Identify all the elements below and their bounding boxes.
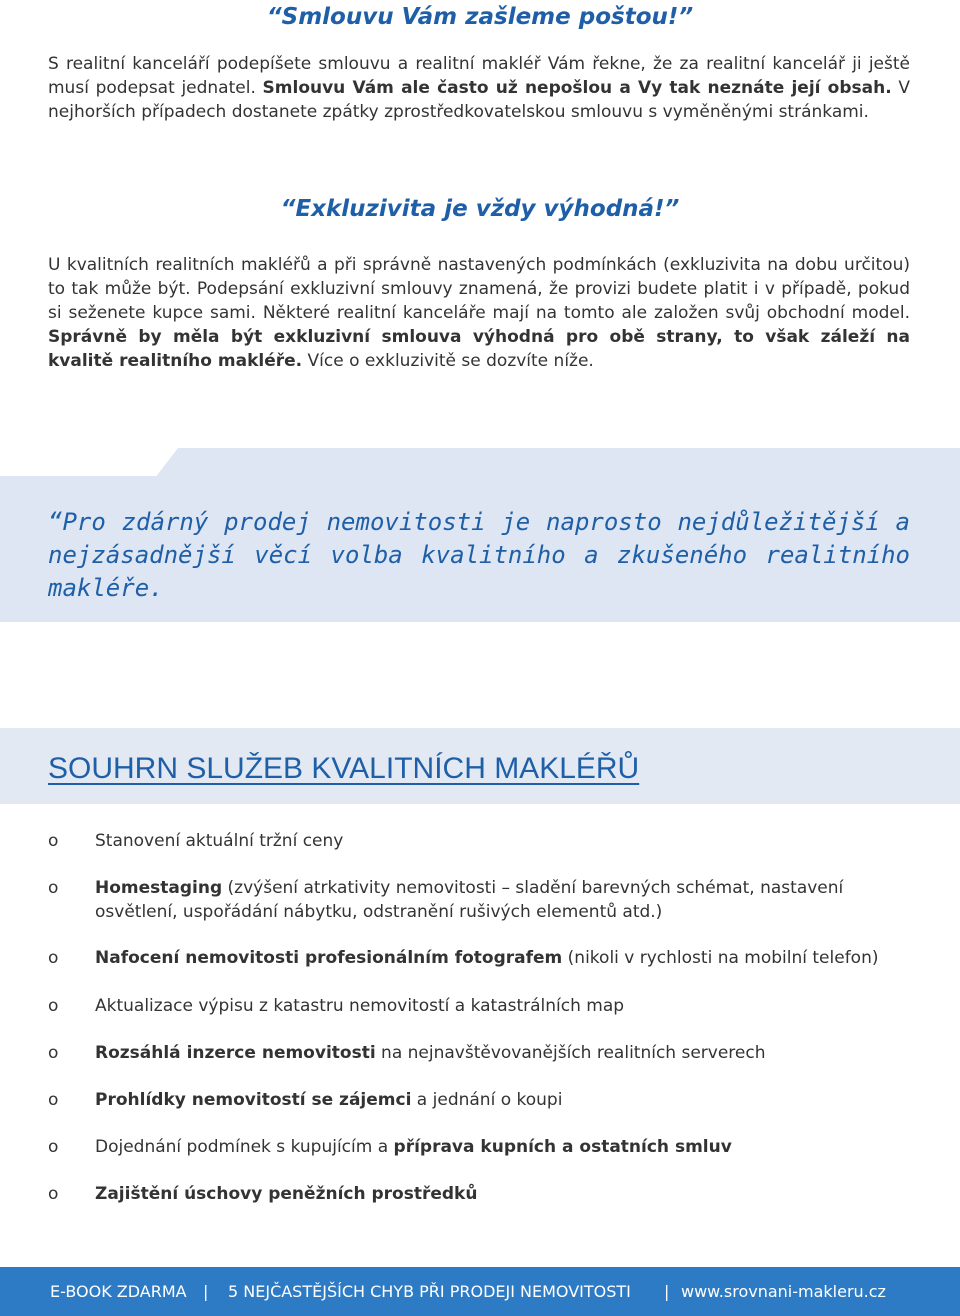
bullet-marker: o xyxy=(48,1090,59,1110)
bullet-marker: o xyxy=(48,1184,59,1204)
service-text-part: (zvýšení atrkativity nemovitosti – sladění barevných schémat, nastavení osvětlení, uspořádání nábytku, odstranění rušivých elementů atd.) xyxy=(95,878,844,922)
paragraph-exclusivity xyxy=(48,253,910,373)
summary-title xyxy=(48,752,639,786)
footer-ebook-title: 5 NEJČASTĚJŠÍCH CHYB PŘI PRODEJI NEMOVITOSTI xyxy=(228,1282,631,1301)
footer-ebook-label: E-BOOK ZDARMA xyxy=(50,1282,187,1301)
paragraph-contract xyxy=(48,52,910,124)
paragraph-text: V nejhorších případech dostanete zpátky zprostředkovatelskou smlouvu s vyměněnými stránkami. xyxy=(48,78,910,122)
section-heading-contract: “Smlouvu Vám zašleme poštou!” xyxy=(266,4,694,30)
footer-separator: | xyxy=(664,1282,670,1301)
service-text-part: Dojednání podmínek s kupujícím a xyxy=(95,1137,394,1157)
bullet-marker: o xyxy=(48,948,59,968)
footer-separator: | xyxy=(203,1282,209,1301)
service-text xyxy=(95,946,910,970)
paragraph-text: S realitní kanceláří podepíšete smlouvu a realitní makléř Vám řekne, že za realitní kancelář ji ještě musí podepsat jednatel. xyxy=(48,54,910,98)
service-text-bold: Nafocení nemovitosti profesionálním fotografem xyxy=(95,948,563,968)
bullet-marker: o xyxy=(48,996,59,1016)
service-text-bold: příprava kupních a ostatních smluv xyxy=(393,1137,732,1157)
service-text-part: a jednání o koupi xyxy=(411,1090,563,1110)
paragraph-bold-text: Správně by měla být exkluzivní smlouva výhodná pro obě strany, to však záleží na kvalitě realitního makléře. xyxy=(48,327,910,371)
service-text xyxy=(95,1088,910,1112)
bullet-marker: o xyxy=(48,878,59,898)
service-text xyxy=(95,1041,910,1065)
section-heading-exclusivity: “Exkluzivita je vždy výhodná!” xyxy=(280,196,680,222)
service-text-part: na nejnavštěvovanějších realitních serverech xyxy=(375,1043,766,1063)
summary-title-text: SOUHRN SLUŽEB KVALITNÍCH MAKLÉŘŮ xyxy=(48,752,640,785)
service-text-bold: Homestaging xyxy=(95,878,223,898)
footer-bar xyxy=(0,1267,960,1316)
highlight-quote: “Pro zdárný prodej nemovitosti je naprosto nejdůležitější a nejzásadnější věcí volba kvalitního a zkušeného realitního makléře. xyxy=(48,508,910,602)
service-text xyxy=(95,994,910,1018)
service-text xyxy=(95,1182,910,1206)
bullet-marker: o xyxy=(48,1043,59,1063)
paragraph-bold-text: Smlouvu Vám ale často už nepošlou a Vy tak neznáte její obsah. xyxy=(262,78,892,98)
service-text-part: Aktualizace výpisu z katastru nemovitostí a katastrálních map xyxy=(95,996,625,1016)
service-text xyxy=(95,876,910,924)
service-text-bold: Zajištění úschovy peněžních prostředků xyxy=(95,1184,478,1204)
service-text xyxy=(95,1135,910,1159)
footer-website-link[interactable]: www.srovnani-makleru.cz xyxy=(681,1282,886,1301)
quote-band-tab xyxy=(0,446,960,478)
service-text-part: (nikoli v rychlosti na mobilní telefon) xyxy=(562,948,879,968)
service-text-bold: Rozsáhlá inzerce nemovitosti xyxy=(95,1043,376,1063)
bullet-marker: o xyxy=(48,1137,59,1157)
paragraph-text: Více o exkluzivitě se dozvíte níže. xyxy=(302,351,594,371)
service-text xyxy=(95,829,910,853)
bullet-marker: o xyxy=(48,831,59,851)
service-text-bold: Prohlídky nemovitostí se zájemci xyxy=(95,1090,412,1110)
service-text-part: Stanovení aktuální tržní ceny xyxy=(95,831,344,851)
paragraph-text: U kvalitních realitních makléřů a při správně nastavených podmínkách (exkluzivita na dobu určitou) to tak může být. Podepsání exkluzivní smlouvy znamená, že provizi budete platit i v případě, pokud si seženete kupce sami. Některé realitní kanceláře mají na tomto ale založen svůj obchodní model. xyxy=(48,255,910,323)
